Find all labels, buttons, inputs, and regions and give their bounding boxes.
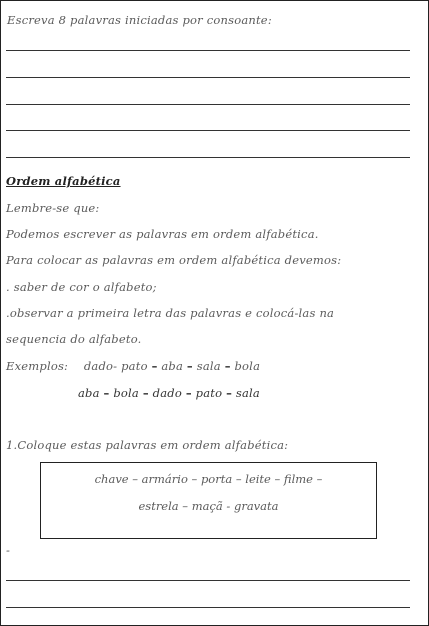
answer-marker: - — [6, 543, 11, 557]
example-word: aba — [78, 386, 100, 400]
word-box — [40, 462, 377, 539]
example-word: bola — [234, 359, 261, 373]
lesson-bullet-1: . saber de cor o alfabeto; — [6, 280, 157, 294]
task2-instruction: 1.Coloque estas palavras em ordem alfabética: — [6, 438, 289, 452]
answer-line — [6, 580, 410, 581]
answer-line — [6, 104, 410, 105]
word-box-line-1: chave – armário – porta – leite – filme – — [94, 472, 323, 486]
answer-line — [6, 77, 410, 78]
reminder-text: Lembre-se que: — [6, 201, 100, 215]
example-word: pato — [195, 386, 223, 400]
word-box-line-2: estrela – maçã - gravata — [138, 499, 279, 513]
answer-line — [6, 130, 410, 131]
example-word: sala — [196, 359, 221, 373]
lesson-line-1: Podemos escrever as palavras em ordem alfabética. — [6, 227, 319, 241]
example-word: dado — [152, 386, 182, 400]
lesson-bullet-2-cont: sequencia do alfabeto. — [6, 332, 142, 346]
examples-row-unordered: Exemplos: dado- pato – aba – sala – bola — [6, 359, 261, 373]
lesson-line-2: Para colocar as palavras em ordem alfabética devemos: — [6, 253, 342, 267]
answer-line — [6, 157, 410, 158]
lesson-heading: Ordem alfabética — [6, 174, 121, 188]
example-word: aba — [161, 359, 184, 373]
examples-label: Exemplos: — [6, 359, 69, 373]
task1-instruction: Escreva 8 palavras iniciadas por consoante: — [7, 13, 272, 27]
example-word: bola — [113, 386, 139, 400]
examples-row-ordered: aba – bola – dado – pato – sala — [78, 386, 260, 400]
example-word: dado — [83, 359, 114, 373]
example-word: sala — [235, 386, 260, 400]
lesson-bullet-2: .observar a primeira letra das palavras e colocá-las na — [6, 306, 335, 320]
example-word: pato — [121, 359, 148, 373]
answer-line — [6, 50, 410, 51]
answer-line — [6, 607, 410, 608]
